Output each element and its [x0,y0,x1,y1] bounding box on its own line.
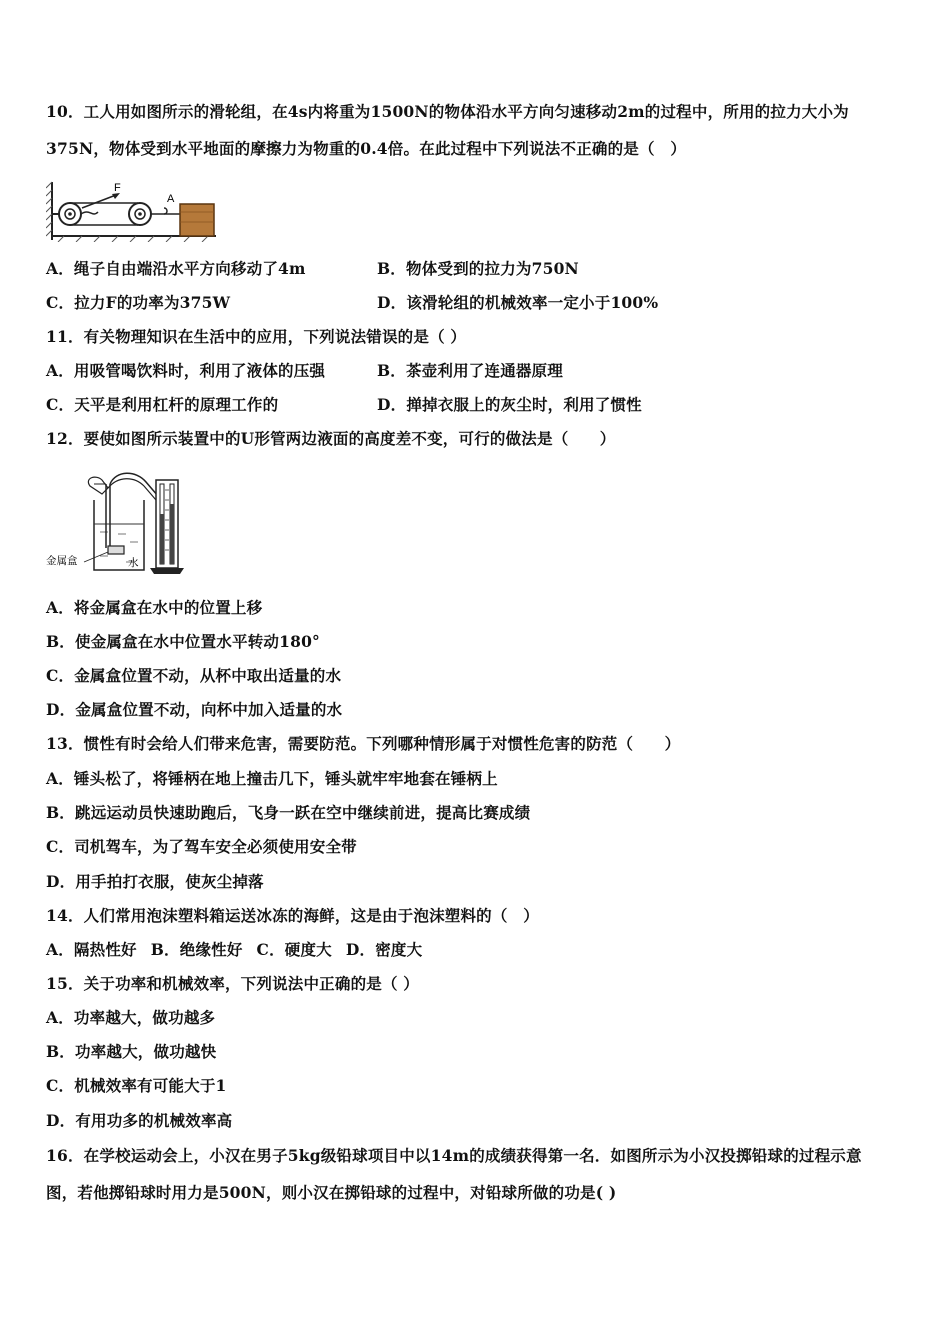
q11-stem: 11．有关物理知识在生活中的应用，下列说法错误的是（ ） [46,327,467,346]
q11-option-b: B．茶壶利用了连通器原理 [377,361,564,380]
q11-option-a: A．用吸管喝饮料时，利用了液体的压强 [46,361,326,380]
q12-option-c: C．金属盒位置不动，从杯中取出适量的水 [46,666,342,685]
q13-option-c: C．司机驾车，为了驾车安全必须使用安全带 [46,837,357,856]
q12-option-a: A．将金属盒在水中的位置上移 [46,598,263,617]
q13-option-a: A．锤头松了，将锤柄在地上撞击几下，锤头就牢牢地套在锤柄上 [46,769,498,788]
metal-box-label: 金属盒 [46,555,78,567]
q10-stem-line1: 10．工人用如图所示的滑轮组，在4s内将重为1500N的物体沿水平方向匀速移动2m的过程中，所用的拉力大小为 [46,102,849,121]
q10-option-c: C．拉力F的功率为375W [46,293,231,312]
q12-option-d: D．金属盒位置不动，向杯中加入适量的水 [46,700,343,719]
q14-options-row [46,940,436,960]
q15-option-c: C．机械效率有可能大于1 [46,1076,227,1095]
object-label: A [167,193,175,205]
q12-stem: 12．要使如图所示装置中的U形管两边液面的高度差不变，可行的做法是（ ） [46,429,616,448]
q11-option-d: D．掸掉衣服上的灰尘时，利用了惯性 [377,395,642,414]
q14-option-a: A．隔热性好 [46,940,137,959]
q10-stem-line2: 375N，物体受到水平地面的摩擦力为物重的0.4倍。在此过程中下列说法不正确的是（ ） [46,139,687,158]
q13-option-b: B．跳远运动员快速助跑后，飞身一跃在空中继续前进，提高比赛成绩 [46,803,531,822]
q14-stem: 14．人们常用泡沫塑料箱运送冰冻的海鲜，这是由于泡沫塑料的（ ） [46,906,539,925]
q14-option-b: B．绝缘性好 [150,940,243,959]
q13-option-d: D．用手拍打衣服，使灰尘掉落 [46,872,264,891]
q14-option-c: C．硬度大 [256,940,332,959]
q10-option-b: B．物体受到的拉力为750N [377,259,579,278]
q14-option-d: D．密度大 [345,940,423,959]
water-label: 水 [128,557,139,569]
q15-option-b: B．功率越大，做功越快 [46,1042,217,1061]
q13-stem: 13．惯性有时会给人们带来危害，需要防范。下列哪种情形属于对惯性危害的防范（ ） [46,734,681,753]
q15-option-a: A．功率越大，做功越多 [46,1008,216,1027]
q12-option-b: B．使金属盒在水中位置水平转动180° [46,632,321,651]
q15-stem: 15．关于功率和机械效率，下列说法中正确的是（ ） [46,974,419,993]
q10-option-a: A．绳子自由端沿水平方向移动了4m [46,259,306,278]
u-tube-figure [46,470,186,578]
pulley-figure [46,178,218,242]
q15-option-d: D．有用功多的机械效率高 [46,1111,233,1130]
q16-stem-line1: 16．在学校运动会上，小汉在男子5kg级铅球项目中以14m的成绩获得第一名．如图所示为小汉投掷铅球的过程示意 [46,1146,862,1165]
q10-option-d: D．该滑轮组的机械效率一定小于100% [377,293,659,312]
q11-option-c: C．天平是利用杠杆的原理工作的 [46,395,279,414]
force-label: F [114,182,121,194]
q16-stem-line2: 图，若他掷铅球时用力是500N，则小汉在掷铅球的过程中，对铅球所做的功是( ) [46,1183,617,1202]
